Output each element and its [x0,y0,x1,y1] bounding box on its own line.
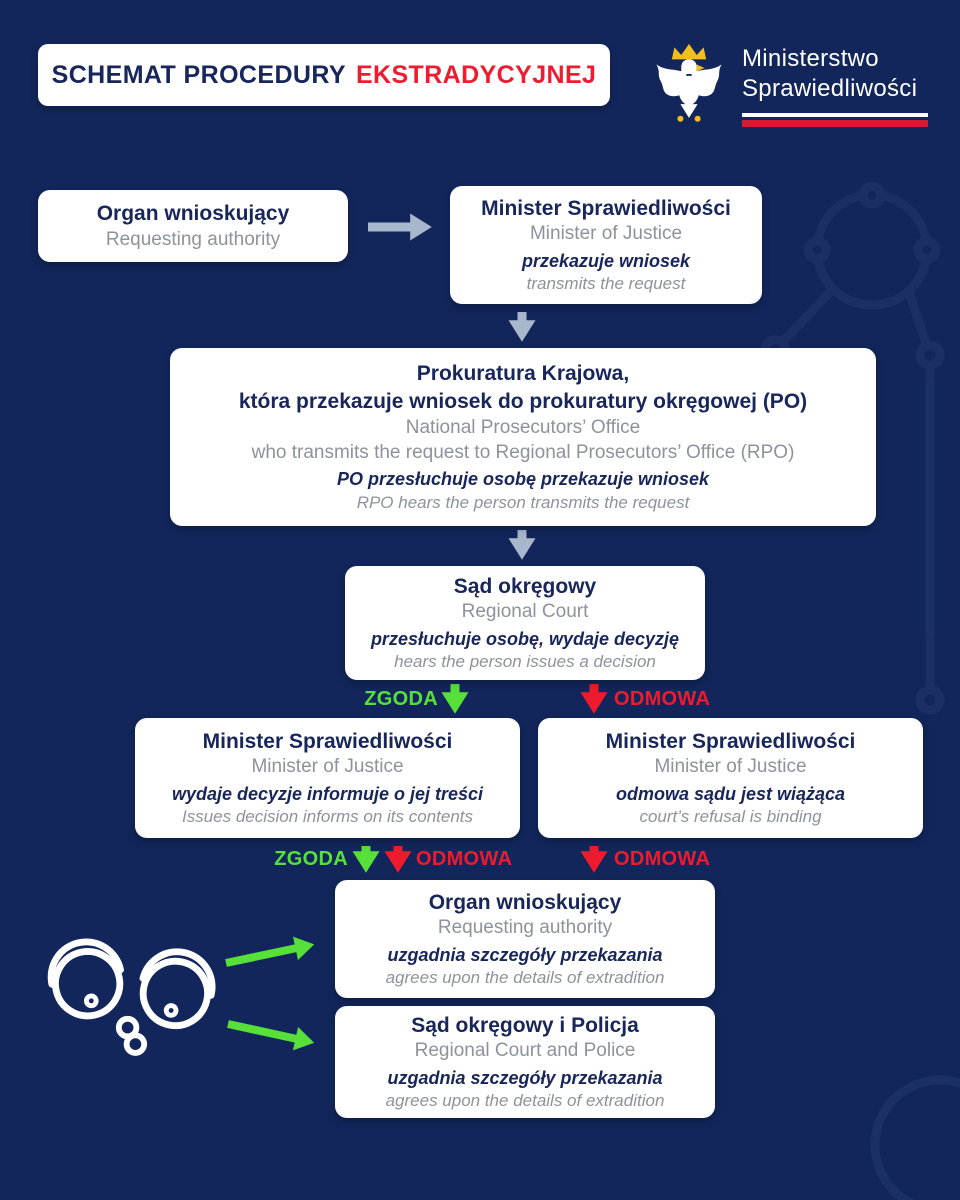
box-court-and-police [335,1006,715,1118]
box-action-pl: odmowa sądu jest wiążąca [615,784,846,804]
box-title-pl: Organ wnioskujący [428,890,622,914]
box-title-pl: Minister Sprawiedliwości [481,196,731,220]
handcuffs-icon [34,910,229,1072]
box-title-pl: Organ wnioskujący [96,201,290,225]
box-action-pl: wydaje decyzje informuje o jej treści [171,784,484,804]
ministry-name-line1: Ministerstwo [742,45,879,72]
odmowa-label-2: ODMOWA [416,848,513,870]
zgoda-label-2: ZGODA [274,848,348,870]
arrow-handcuffs-bottom [228,1024,297,1039]
box-title-en: Requesting authority [437,917,613,939]
box-title-en: Minister of Justice [251,756,404,778]
ministry-name-line2: Sprawiedliwości [742,75,918,102]
box-action-en: agrees upon the details of extradition [385,1091,665,1111]
box-action-en: hears the person issues a decision [394,652,656,672]
box-action-en: agrees upon the details of extradition [385,968,665,988]
odmowa-label-1: ODMOWA [614,688,711,710]
ministry-logo [646,34,928,127]
box-action-pl: przekazuje wniosek [521,251,691,271]
title-accent: EKSTRADYCYJNEJ [355,60,597,89]
box-title-pl: Sąd okręgowy i Policja [411,1013,639,1037]
box-minister-transmit [450,186,762,304]
box-national-prosecutors [170,348,876,526]
box-minister-zgoda [135,718,520,838]
eagle-icon [646,34,732,126]
box-title-pl-2: która przekazuje wniosek do prokuratury okręgowej (PO) [238,390,808,414]
flag-stripe [742,113,928,127]
box-requesting-final [335,880,715,998]
box-title-en: Minister of Justice [529,223,683,245]
box-action-en: RPO hears the person transmits the request [356,492,690,512]
box-title-en-1: National Prosecutors’ Office [405,416,641,438]
arrow-handcuffs-top [226,948,297,963]
box-action-en: Issues decision informs on its contents [181,807,474,827]
box-action-pl: uzgadnia szczegóły przekazania [387,1068,663,1089]
box-action-pl: przesłuchuje osobę, wydaje decyzję [370,629,680,650]
box-action-en: court’s refusal is binding [639,807,822,827]
box-title-en: Regional Court and Police [414,1040,636,1062]
box-regional-court [345,566,705,680]
box-requesting-authority [38,190,348,262]
box-title-pl: Minister Sprawiedliwości [202,729,453,753]
box-action-en: transmits the request [526,274,686,294]
box-action-pl: PO przesłuchuje osobę przekazuje wniosek [336,469,710,490]
box-title-pl-1: Prokuratura Krajowa, [416,362,630,386]
box-title-pl: Minister Sprawiedliwości [605,729,856,753]
box-action-pl: uzgadnia szczegóły przekazania [387,945,663,965]
box-title-en: Requesting authority [105,228,281,250]
box-title-en: Minister of Justice [654,756,807,778]
box-title-en: Regional Court [461,601,589,623]
box-minister-odmowa [538,718,923,838]
box-title-en-2: who transmits the request to Regional Prosecutors’ Office (RPO) [251,441,795,463]
page-title [38,44,610,106]
zgoda-label-1: ZGODA [364,688,438,710]
ministry-name [742,44,928,127]
title-main: SCHEMAT PROCEDURY [51,60,346,89]
odmowa-label-3: ODMOWA [614,848,711,870]
box-title-pl: Sąd okręgowy [453,574,597,598]
